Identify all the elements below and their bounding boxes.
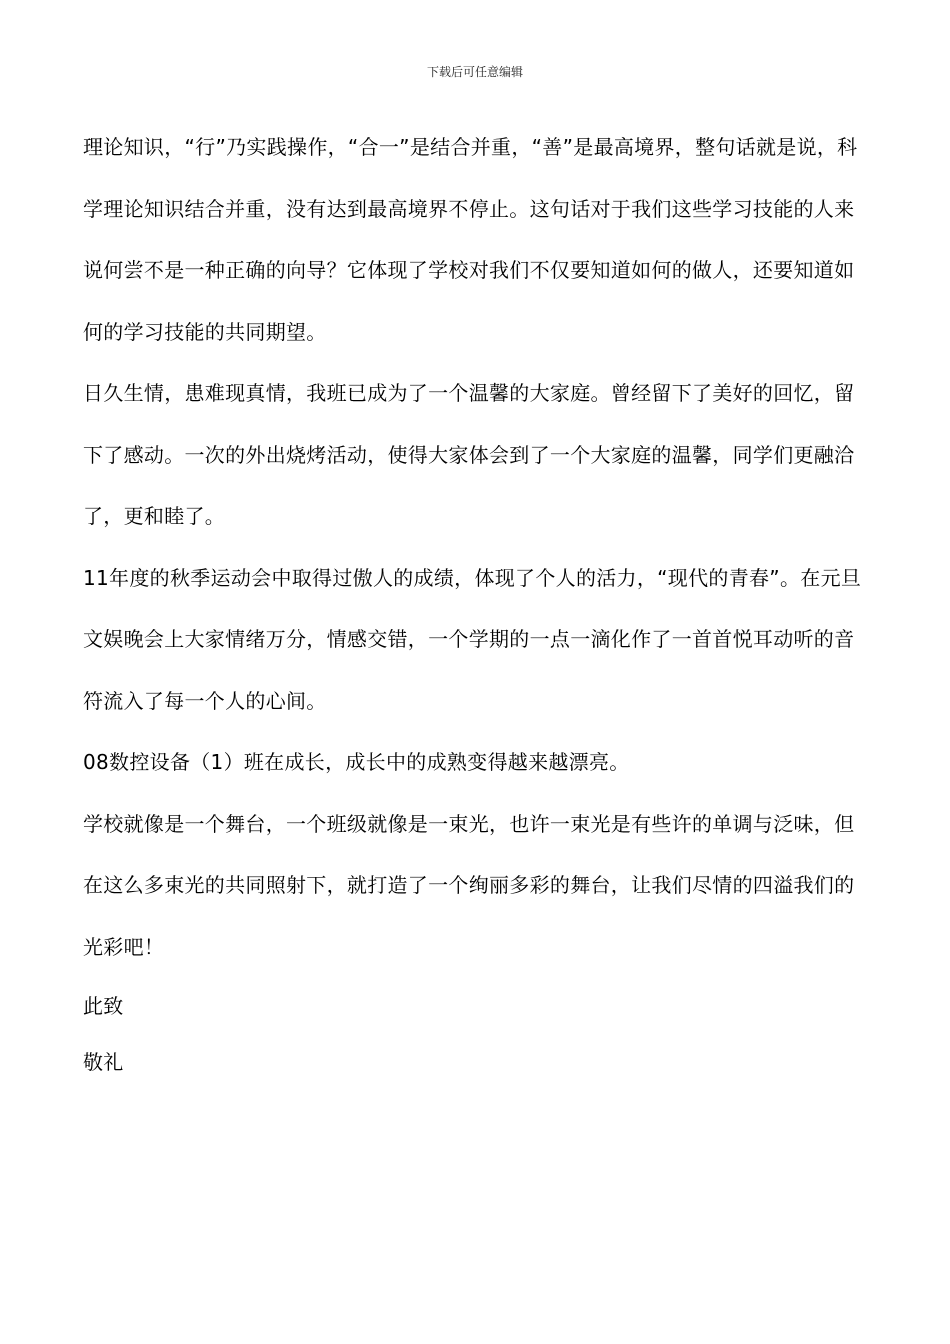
paragraph-motto: 理论知识，“行”乃实践操作，“合一”是结合并重，“善”是最高境界，整句话就是说，科学理论知识结合并重，没有达到最高境界不停止。这句话对于我们这些学习技能的人来说何尝不是一种正确的向导？它体现了学校对我们不仅要知道如何的做人，还要知道如何的学习技能的共同期望。 [83,135,858,344]
body-text [83,117,873,1090]
paragraph-class-family: 日久生情，患难现真情，我班已成为了一个温馨的大家庭。曾经留下了美好的回忆，留下了感动。一次的外出烧烤活动，使得大家体会到了一个大家庭的温馨，同学们更融洽了，更和睦了。 [83,381,855,528]
paragraph-stage: 学校就像是一个舞台，一个班级就像是一束光，也许一束光是有些许的单调与泛味，但在这么多束光的共同照射下，就打造了一个绚丽多彩的舞台，让我们尽情的四溢我们的光彩吧！ [83,811,855,959]
closing-salutation: 此致 [83,994,124,1018]
paragraph-sports-meet: 11年度的秋季运动会中取得过傲人的成绩，体现了个人的活力，“现代的青春”。在元旦文娱晚会上大家情绪万分，情感交错，一个学期的一点一滴化作了一首首悦耳动听的音符流入了每一个人的心间。 [83,565,862,713]
paragraph-growing: 08数控设备（1）班在成长，成长中的成熟变得越来越漂亮。 [83,750,630,774]
header-note: 下载后可任意编辑 [426,65,523,79]
closing-regards: 敬礼 [83,1050,124,1074]
